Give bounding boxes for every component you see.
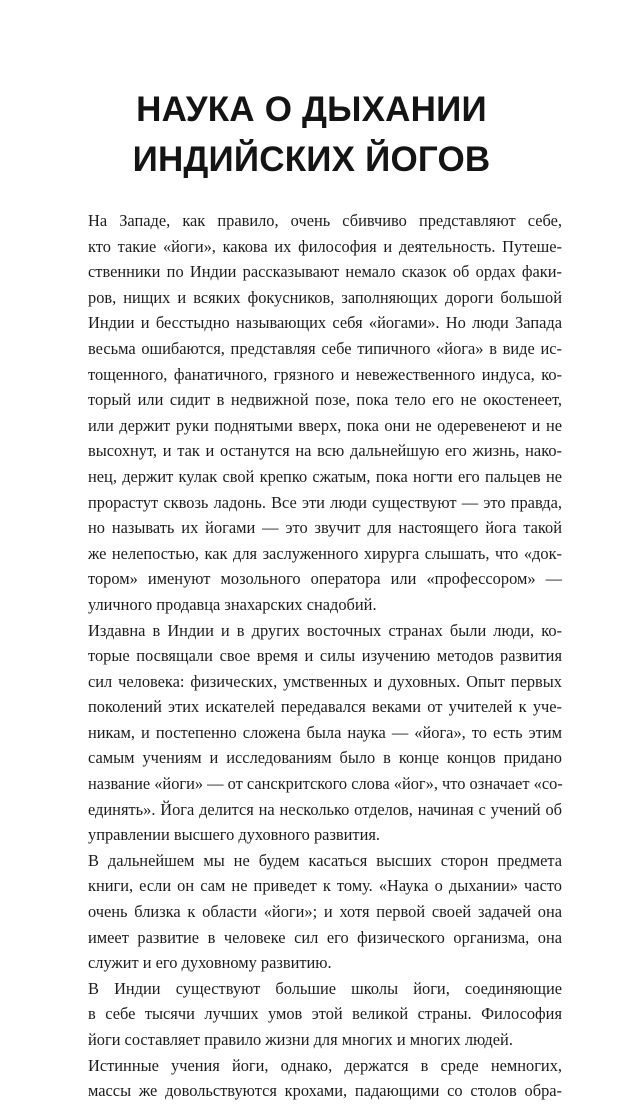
paragraph xyxy=(62,208,562,618)
text-line: ственники по Индии рассказывают немало сказок об ордах факи- xyxy=(88,262,562,282)
text-line: никам, и постепенно сложена была наука — «йога», то есть этим xyxy=(88,722,562,742)
text-line: тором» именуют мозольного оператора или «профессором» — xyxy=(88,569,562,589)
text-line: единять». Йога делится на несколько отделов, начиная с учений об xyxy=(88,799,562,819)
paragraph xyxy=(62,848,562,976)
text-line: весьма ошибаются, представляя себе типичного «йога» в виде ис- xyxy=(88,338,562,358)
text-line: книги, если он сам не приведет к тому. «Наука о дыхании» часто xyxy=(88,876,562,896)
text-line: тощенного, фанатичного, грязного и невежественного индуса, ко- xyxy=(88,364,562,384)
paragraph xyxy=(62,976,562,1053)
text-line: уличного продавца знахарских снадобий. xyxy=(88,594,377,614)
chapter-title-line-1: НАУКА О ДЫХАНИИ xyxy=(136,90,487,129)
text-line: прорастут сквозь ладонь. Все эти люди существуют — это правда, xyxy=(88,492,562,512)
text-line: В дальнейшем мы не будем касаться высших сторон предмета xyxy=(88,850,562,870)
text-line: Истинные учения йоги, однако, держатся в среде немногих, xyxy=(88,1055,562,1075)
chapter-title-line-2: ИНДИЙСКИХ ЙОГОВ xyxy=(132,140,491,179)
text-line: но называть их йогами — это звучит для настоящего йога такой xyxy=(88,518,562,538)
text-line: Индии и бесстыдно называющих себя «йогами». Но люди Запада xyxy=(88,313,562,333)
text-line: в себе тысячи лучших умов этой великой страны. Философия xyxy=(88,1004,562,1024)
text-line: кто такие «йоги», какова их философия и деятельность. Путеше- xyxy=(88,236,562,256)
text-line: торый или сидит в недвижной позе, пока тело его не окостенеет, xyxy=(88,390,562,410)
text-line: или держит руки поднятыми вверх, пока они не одеревенеют и не xyxy=(88,415,562,435)
text-line: Издавна в Индии и в других восточных странах были люди, ко- xyxy=(88,620,562,640)
text-line: торые посвящали свое время и силы изучению методов развития xyxy=(88,646,562,666)
paragraph xyxy=(62,618,562,848)
text-line: служит и его духовному развитию. xyxy=(88,953,332,973)
paragraph xyxy=(62,1053,562,1104)
text-line: название «йоги» — от санскритского слова «йог», что означает «со- xyxy=(88,774,563,794)
text-line: нец, держит кулак свой крепко сжатым, пока ногти его пальцев не xyxy=(88,466,562,486)
text-line: же нелепостью, как для заслуженного хирурга слышать, что «док- xyxy=(88,543,562,563)
text-line: сил человека: физических, умственных и духовных. Опыт первых xyxy=(88,671,562,691)
text-line: имеет развитие в человеке сил его физического организма, она xyxy=(88,927,562,947)
text-line: управлении высшего духовного развития. xyxy=(88,825,380,845)
text-line: На Западе, как правило, очень сбивчиво представляют себе, xyxy=(88,211,562,230)
text-line: самым учениям и исследованиям было в конце концов придано xyxy=(88,748,562,768)
text-line: массы же довольствуются крохами, падающими со столов обра- xyxy=(88,1081,562,1101)
text-line: очень близка к области «йоги»; и хотя первой своей задачей она xyxy=(88,902,562,922)
text-line: йоги составляет правило жизни для многих и многих людей. xyxy=(88,1030,513,1049)
text-line: высохнут, и так и останутся на всю дальнейшую его жизнь, нако- xyxy=(88,441,562,461)
text-line: поколений этих искателей передавался веками от учителей к уче- xyxy=(88,697,562,717)
body-text xyxy=(62,208,562,1104)
text-line: ров, нищих и всяких фокусников, заполняющих дороги большой xyxy=(88,287,562,307)
text-line: В Индии существуют большие школы йоги, соединяющие xyxy=(88,978,562,998)
